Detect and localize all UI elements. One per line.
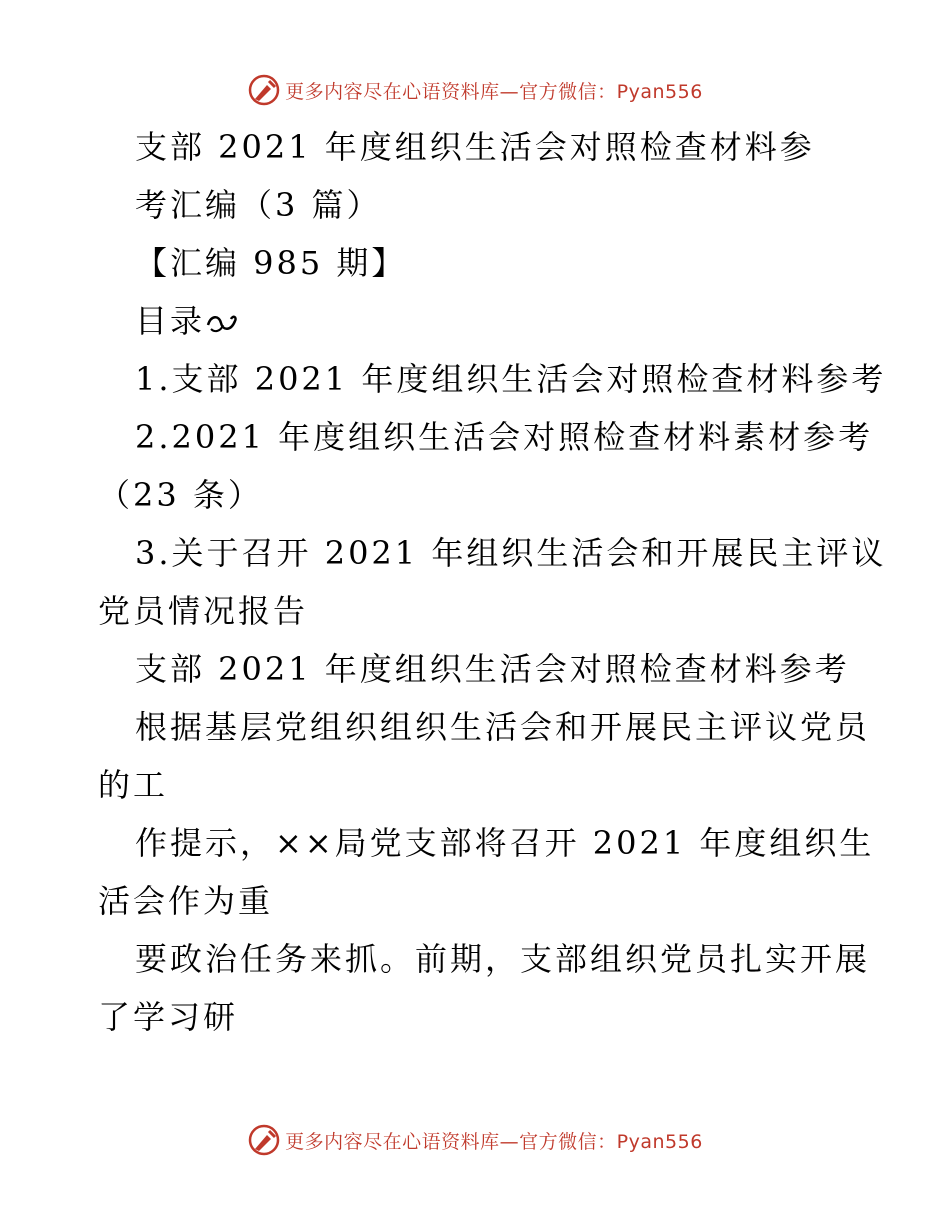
paragraph-line: 作提示，××局党支部将召开 2021 年度组织生 [135, 824, 875, 862]
paragraph-line: 的工 [98, 766, 169, 804]
toc-item-1: 1.支部 2021 年度组织生活会对照检查材料参考 [135, 360, 887, 398]
toc-heading [135, 292, 935, 350]
doc-title-line-1: 支部 2021 年度组织生活会对照检查材料参 [135, 128, 815, 166]
toc-item-3-continued: 党员情况报告 [98, 592, 309, 630]
header-banner [0, 70, 950, 110]
section-heading: 支部 2021 年度组织生活会对照检查材料参考 [135, 650, 850, 688]
toc-item-3: 3.关于召开 2021 年组织生活会和开展民主评议 [135, 534, 887, 572]
paragraph-line: 要政治任务来抓。前期，支部组织党员扎实开展 [135, 940, 871, 978]
issue-number: 【汇编 985 期】 [135, 244, 407, 282]
toc-heading-label: 目录 [135, 302, 206, 340]
paragraph-line: 根据基层党组织组织生活会和开展民主评议党员 [135, 708, 871, 746]
ornament-icon [205, 311, 241, 335]
paragraph-line: 活会作为重 [98, 882, 274, 920]
banner-text: 更多内容尽在心语资料库—官方微信：Pyan556 [285, 1130, 703, 1153]
footer-banner [0, 1120, 950, 1160]
banner-text: 更多内容尽在心语资料库—官方微信：Pyan556 [285, 80, 703, 103]
pen-nib-logo-icon [247, 73, 281, 107]
doc-title-line-2: 考汇编（3 篇） [135, 186, 382, 224]
toc-item-2-continued: （23 条） [98, 476, 263, 514]
pen-nib-logo-icon [247, 1123, 281, 1157]
paragraph-line: 了学习研 [98, 998, 239, 1036]
toc-item-2: 2.2021 年度组织生活会对照检查材料素材参考 [135, 418, 874, 456]
